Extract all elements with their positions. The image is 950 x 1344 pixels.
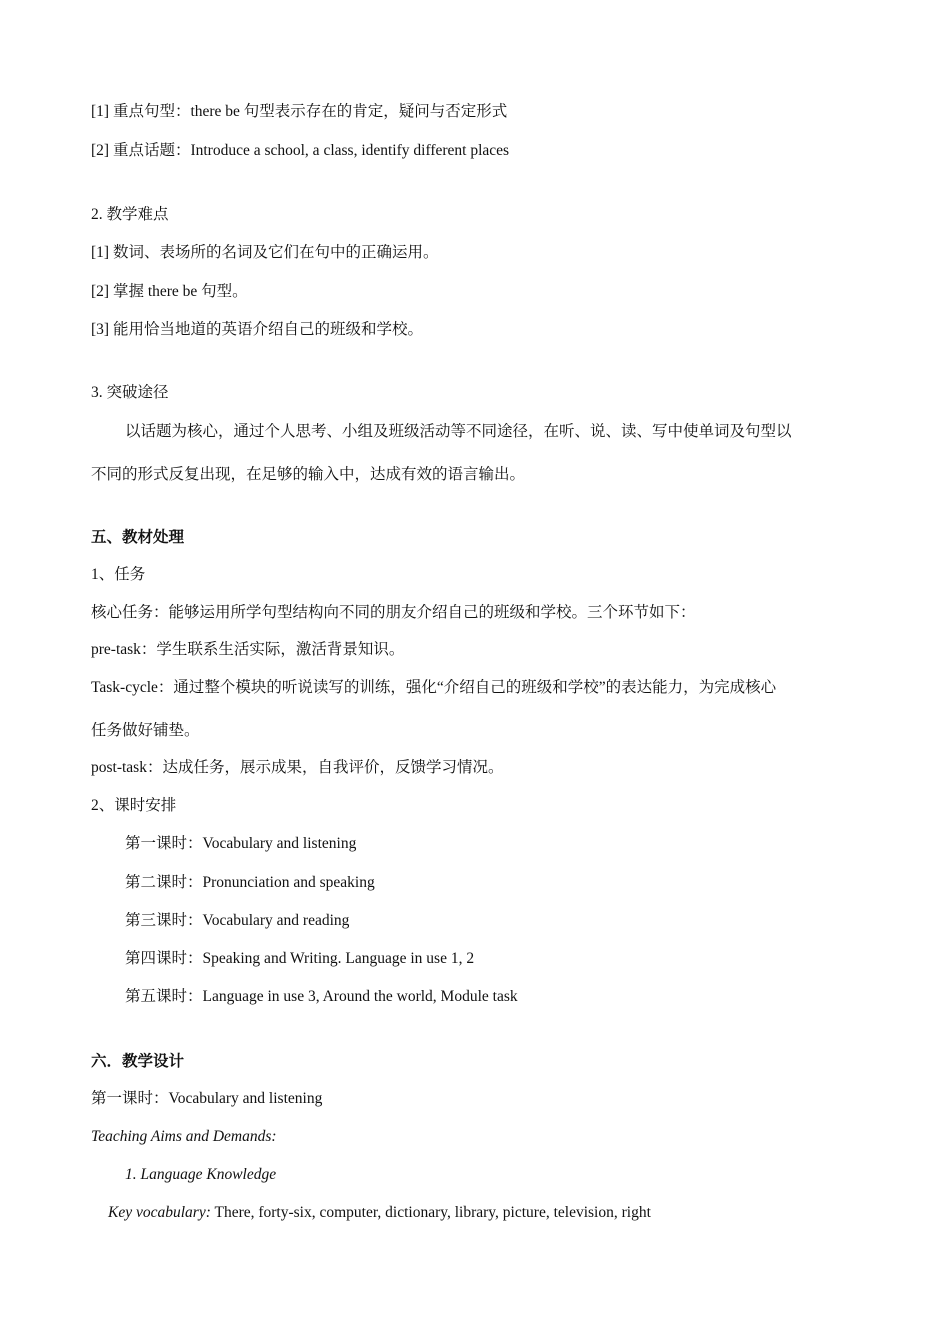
heading-teaching-difficulties: 2. 教学难点 — [91, 206, 169, 223]
lesson-1-title: 第一课时：Vocabulary and listening — [91, 1090, 323, 1107]
heading-teaching-design: 六．教学设计 — [91, 1053, 185, 1070]
subheading-tasks: 1、任务 — [91, 566, 146, 583]
difficulty-item-3: [3] 能用恰当地道的英语介绍自己的班级和学校。 — [91, 321, 423, 338]
language-knowledge-heading: 1. Language Knowledge — [125, 1166, 277, 1183]
pre-task: pre-task：学生联系生活实际，激活背景知识。 — [91, 641, 405, 658]
difficulty-item-2: [2] 掌握 there be 句型。 — [91, 283, 248, 300]
key-vocabulary-label: Key vocabulary: — [108, 1204, 211, 1221]
key-vocabulary — [108, 1203, 651, 1223]
lesson-5: 第五课时：Language in use 3, Around the world, Module task — [125, 988, 518, 1005]
task-cycle-line-2: 任务做好铺垫。 — [91, 722, 200, 739]
lesson-3: 第三课时：Vocabulary and reading — [125, 912, 350, 929]
heading-material-processing: 五、教材处理 — [91, 529, 185, 546]
teaching-aims-heading: Teaching Aims and Demands: — [91, 1128, 277, 1145]
heading-breakthrough: 3. 突破途径 — [91, 384, 169, 401]
lesson-1: 第一课时：Vocabulary and listening — [125, 835, 357, 852]
difficulty-item-1: [1] 数词、表场所的名词及它们在句中的正确运用。 — [91, 244, 439, 261]
post-task: post-task：达成任务，展示成果，自我评价，反馈学习情况。 — [91, 759, 504, 776]
lesson-4: 第四课时：Speaking and Writing. Language in use 1, 2 — [125, 950, 475, 967]
core-task: 核心任务：能够运用所学句型结构向不同的朋友介绍自己的班级和学校。三个环节如下： — [91, 604, 696, 621]
key-topic: [2] 重点话题：Introduce a school, a class, identify different places — [91, 142, 510, 159]
key-sentence-pattern: [1] 重点句型：there be 句型表示存在的肯定，疑问与否定形式 — [91, 103, 508, 120]
key-vocabulary-list: There, forty-six, computer, dictionary, library, picture, television, right — [210, 1204, 651, 1221]
subheading-lesson-schedule: 2、课时安排 — [91, 797, 177, 814]
task-cycle-line-1: Task-cycle：通过整个模块的听说读写的训练，强化“介绍自己的班级和学校”的表达能力，为完成核心 — [91, 679, 777, 696]
breakthrough-paragraph-line-1: 以话题为核心，通过个人思考、小组及班级活动等不同途径，在听、说、读、写中使单词及句型以 — [125, 423, 792, 440]
lesson-2: 第二课时：Pronunciation and speaking — [125, 874, 375, 891]
breakthrough-paragraph-line-2: 不同的形式反复出现，在足够的输入中，达成有效的语言输出。 — [91, 466, 526, 483]
